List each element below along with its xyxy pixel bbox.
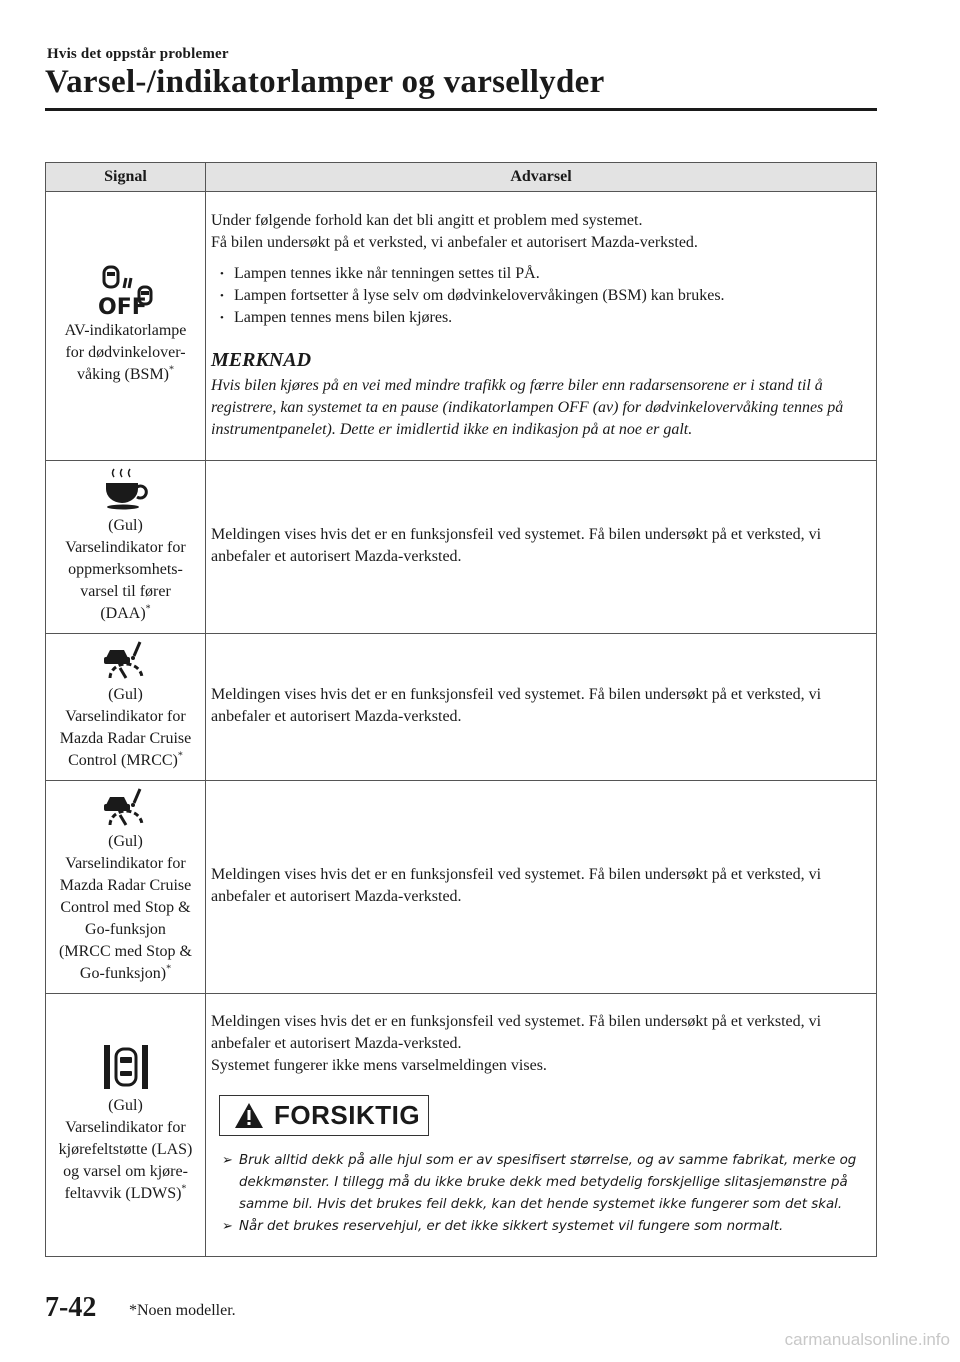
signal-label-line: Varselindikator for [65, 539, 186, 556]
signal-cell [46, 461, 206, 634]
lane-keep-warning-icon [102, 1043, 150, 1091]
caution-list [211, 1150, 872, 1238]
footnote-mark: * [169, 364, 174, 376]
footnote-mark: * [181, 1183, 187, 1195]
warning-paragraph: Systemet fungerer ikke mens varselmeldingen vises. [211, 1056, 547, 1074]
signal-label-line: og varsel om kjøre- [63, 1163, 188, 1180]
warning-paragraph: Meldingen vises hvis det er en funksjonsfeil ved systemet. Få bilen undersøkt på et verksted, vi anbefaler et autorisert Mazda-verksted. [211, 1012, 822, 1052]
signal-label-line: (Gul) [108, 833, 143, 850]
warning-paragraph: Meldingen vises hvis det er en funksjonsfeil ved systemet. Få bilen undersøkt på et verksted, vi anbefaler et autorisert Mazda-verksted. [211, 866, 822, 905]
warning-paragraph: Meldingen vises hvis det er en funksjonsfeil ved systemet. Få bilen undersøkt på et verksted, vi anbefaler et autorisert Mazda-verksted. [211, 686, 822, 725]
signal-label-line: Varselindikator for [65, 1119, 186, 1136]
list-item: • Lampen tennes mens bilen kjøres. [220, 307, 872, 329]
section-label: Hvis det oppstår problemer [47, 46, 229, 62]
column-header-signal: Signal [46, 163, 206, 192]
signal-table [45, 162, 877, 1257]
signal-cell [46, 781, 206, 994]
table-row [46, 461, 877, 634]
signal-label-line: (MRCC med Stop & [59, 943, 192, 960]
note-text: Hvis bilen kjøres på en vei med mindre trafikk og færre biler enn radarsensorene er i stand til å registrere, kan systemet ta en pause (indikatorlampen OFF (av) for dødvinkelovervåking tennes på instrumentpanelet). Dette er imidlertid ikke en indikasjon på at noe er galt. [211, 376, 844, 438]
warning-cell [206, 192, 877, 461]
caution-label: FORSIKTIG [274, 1100, 421, 1130]
signal-label-line: (Gul) [108, 686, 143, 703]
signal-label-line: våking (BSM)* [77, 364, 174, 383]
condition-list [211, 263, 872, 329]
title-rule [45, 108, 877, 111]
watermark: carmanualsonline.info [784, 1330, 950, 1349]
page-title: Varsel-/indikatorlamper og varsellyder [45, 64, 605, 100]
warning-cell [206, 781, 877, 994]
signal-label-line: for dødvinkelover- [65, 344, 186, 361]
warning-cell [206, 994, 877, 1257]
signal-label-line: Go-funksjon)* [79, 963, 172, 982]
warning-paragraph: Få bilen undersøkt på et verksted, vi anbefaler et autorisert Mazda-verksted. [211, 233, 698, 251]
svg-text:OFF: OFF [97, 295, 147, 316]
signal-label-line: feltavvik (LDWS)* [64, 1183, 187, 1202]
signal-label-line: varsel til fører [80, 583, 171, 600]
list-item: ➢ Bruk alltid dekk på alle hjul som er av spesifisert størrelse, og av samme fabrikat, merke og dekkmønster. I tillegg må du ikke bruke dekk med betydelig forskjellige slitasjemønstre på samme bil. Hvis det brukes feil dekk, kan det hende systemet ikke fungerer som det skal. [225, 1150, 864, 1216]
bsm-off-indicator-icon [95, 264, 157, 316]
signal-label-line: AV-indikatorlampe [64, 322, 187, 339]
signal-label-line: (Gul) [108, 517, 143, 534]
warning-cell [206, 634, 877, 781]
table-row [46, 781, 877, 994]
table-row [46, 634, 877, 781]
signal-label-line: Mazda Radar Cruise [59, 877, 192, 894]
signal-label-line: (DAA)* [100, 603, 151, 622]
signal-label-line: Varselindikator for [65, 855, 186, 872]
list-item: • Lampen tennes ikke når tenningen settes til PÅ. [220, 263, 872, 285]
note-title: MERKNAD [211, 348, 312, 371]
signal-label-line: Control med Stop & [60, 899, 191, 916]
signal-label-line: Control (MRCC)* [68, 750, 183, 769]
radar-cruise-stop-go-warning-icon [100, 787, 152, 827]
column-header-warning: Advarsel [206, 163, 877, 192]
warning-paragraph: Meldingen vises hvis det er en funksjonsfeil ved systemet. Få bilen undersøkt på et verksted, vi anbefaler et autorisert Mazda-verksted. [211, 526, 822, 565]
warning-cell [206, 461, 877, 634]
signal-cell [46, 634, 206, 781]
footnote-mark: * [166, 963, 172, 975]
signal-label-line: Go-funksjon [85, 921, 166, 938]
footnote: *Noen modeller. [129, 1302, 236, 1319]
signal-cell [46, 192, 206, 461]
footnote-mark: * [145, 603, 151, 615]
page-number: 7-42 [45, 1292, 97, 1323]
signal-label-line: Mazda Radar Cruise [59, 730, 192, 747]
table-header-row [46, 163, 877, 192]
warning-triangle-icon [234, 1102, 264, 1129]
list-item: ➢ Når det brukes reservehjul, er det ikke sikkert systemet vil fungere som normalt. [225, 1216, 864, 1238]
coffee-cup-icon [102, 467, 150, 511]
radar-cruise-warning-icon [100, 640, 152, 680]
table-row [46, 192, 877, 461]
signal-cell [46, 994, 206, 1257]
list-item: • Lampen fortsetter å lyse selv om dødvinkelovervåkingen (BSM) kan brukes. [220, 285, 872, 307]
signal-label-line: (Gul) [108, 1097, 143, 1114]
table-row [46, 994, 877, 1257]
footnote-mark: * [177, 750, 183, 762]
signal-label-line: oppmerksomhets- [68, 561, 183, 578]
caution-box [219, 1095, 429, 1136]
signal-label-line: Varselindikator for [65, 708, 186, 725]
warning-paragraph: Under følgende forhold kan det bli angitt et problem med systemet. [211, 211, 643, 229]
signal-label-line: kjørefeltstøtte (LAS) [58, 1141, 193, 1158]
